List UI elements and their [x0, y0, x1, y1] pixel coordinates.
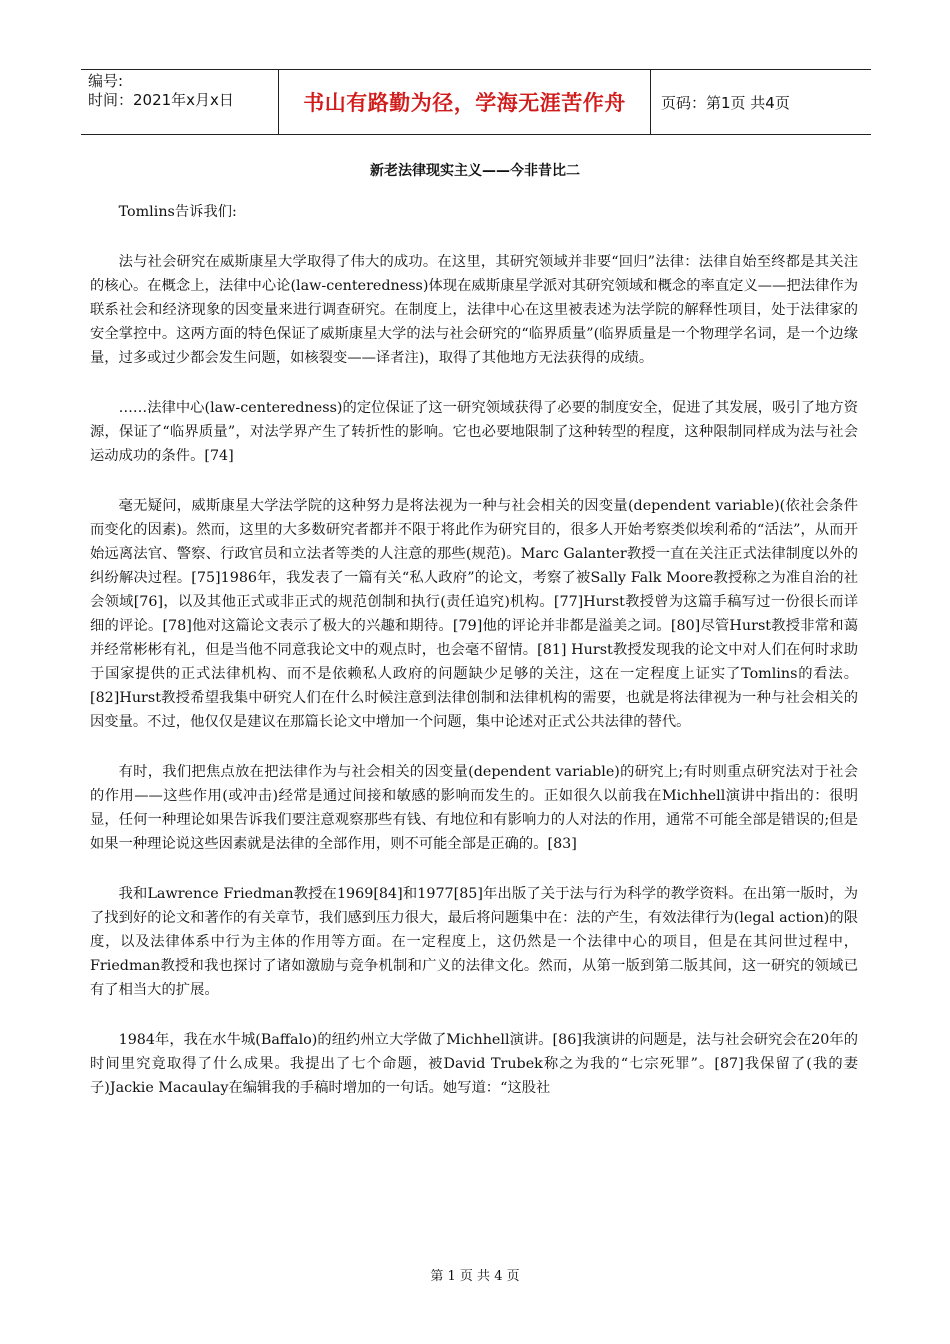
page-info-text: 页码：第1页 共4页	[661, 93, 790, 112]
paragraph: 我和Lawrence Friedman教授在1969[84]和1977[85]年出版了关于法与行为科学的教学资料。在出第一版时，为了找到好的论文和著作的有关章节，我们感到压力很大，最后将问题集中在：法的产生，有效法律行为(legal action)的限度，以及法律体系中行为主体的作用等方面。在一定程度上，这仍然是一个法律中心的项目，但是在其问世过程中，Friedman教授和我也探讨了诸如激励与竞争机制和广义的法律文化。然而，从第一版到第二版其间，这一研究的领域已有了相当大的扩展。	[90, 886, 858, 998]
paragraph: 有时，我们把焦点放在把法律作为与社会相关的因变量(dependent variable)的研究上;有时则重点研究法对于社会的作用——这些作用(或冲击)经常是通过间接和敏感的影响而发生的。正如很久以前我在Michhell演讲中指出的：很明显，任何一种理论如果告诉我们要注意观察那些有钱、有地位和有影响力的人对法的作用，通常不可能全部是错误的;但是如果一种理论说这些因素就是法律的全部作用，则不可能全部是正确的。[83]	[90, 764, 858, 852]
header-meta	[81, 70, 279, 134]
document-body	[90, 200, 858, 1126]
page-footer: 第 1 页 共 4 页	[430, 1269, 520, 1284]
document-title: 新老法律现实主义——今非昔比二	[370, 163, 580, 179]
header-page-info	[651, 70, 871, 134]
motto-text: 书山有路勤为径，学海无涯苦作舟	[303, 91, 626, 115]
time-label: 时间：2021年x月x日	[88, 91, 234, 109]
header-motto-cell	[279, 70, 651, 134]
document-header	[81, 69, 871, 135]
paragraph: 法与社会研究在威斯康星大学取得了伟大的成功。在这里，其研究领域并非要“回归”法律：法律自始至终都是其关注的核心。在概念上，法律中心论(law-centeredness)体现在威斯康星学派对其研究领域和概念的率直定义——把法律作为联系社会和经济现象的因变量来进行调查研究。在制度上，法律中心在这里被表述为法学院的解释性项目，处于法律家的安全掌控中。这两方面的特色保证了威斯康星大学的法与社会研究的“临界质量”(临界质量是一个物理学名词，是一个边缘量，过多或过少都会发生问题，如核裂变——译者注)，取得了其他地方无法获得的成绩。	[90, 254, 858, 366]
paragraph: Tomlins告诉我们:	[118, 204, 237, 220]
paragraph: 1984年，我在水牛城(Baffalo)的纽约州立大学做了Michhell演讲。[86]我演讲的问题是，法与社会研究会在20年的时间里究竟取得了什么成果。我提出了七个命题，被David Trubek称之为我的“七宗死罪”。[87]我保留了(我的妻子)Jackie Macaulay在编辑我的手稿时增加的一句话。她写道：“这股社	[90, 1032, 858, 1096]
paragraph: ……法律中心(law-centeredness)的定位保证了这一研究领域获得了必要的制度安全，促进了其发展，吸引了地方资源，保证了“临界质量”，对法学界产生了转折性的影响。它也必要地限制了这种转型的程度，这种限制同样成为法与社会运动成功的条件。[74]	[90, 400, 858, 464]
number-label: 编号:	[88, 72, 124, 90]
paragraph: 毫无疑问，威斯康星大学法学院的这种努力是将法视为一种与社会相关的因变量(dependent variable)(依社会条件而变化的因素)。然而，这里的大多数研究者都并不限于将此作为研究目的，很多人开始考察类似埃利希的“活法”，从而开始远离法官、警察、行政官员和立法者等类的人注意的那些(规范)。Marc Galanter教授一直在关注正式法律制度以外的纠纷解决过程。[75]1986年，我发表了一篇有关“私人政府”的论文，考察了被Sally Falk Moore教授称之为准自治的社会领域[76]，以及其他正式或非正式的规范创制和执行(责任追究)机构。[77]Hurst教授曾为这篇手稿写过一份很长而详细的评论。[78]他对这篇论文表示了极大的兴趣和期待。[79]他的评论并非都是溢美之词。[80]尽管Hurst教授非常和蔼并经常彬彬有礼，但是当他不同意我论文中的观点时，也会毫不留情。[81] Hurst教授发现我的论文中对人们在何时求助于国家提供的正式法律机构、而不是依赖私人政府的问题缺少足够的关注，这在一定程度上证实了Tomlins的看法。[82]Hurst教授希望我集中研究人们在什么时候注意到法律创制和法律机构的需要，也就是将法律视为一种与社会相关的因变量。不过，他仅仅是建议在那篇长论文中增加一个问题，集中论述对正式公共法律的替代。	[90, 498, 858, 730]
